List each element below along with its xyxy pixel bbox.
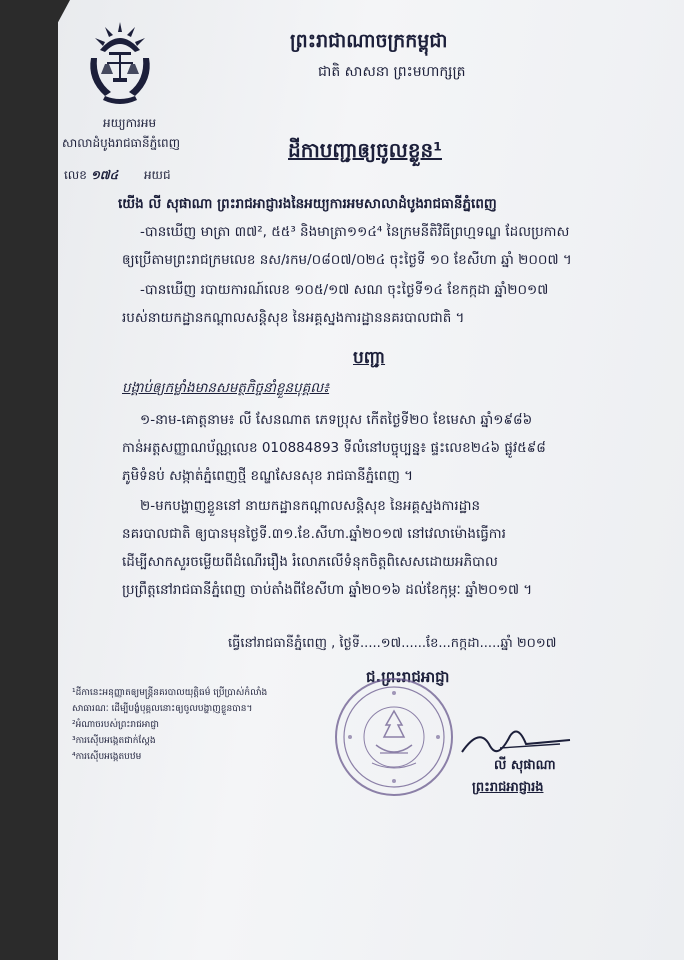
citation-1-line-a: -បានឃើញ មាត្រា ៣៧², ៥៥³ និងមាត្រា១១៤⁴ នៃក្រមនីតិវិធីព្រហ្មទណ្ឌ ដែលប្រកាស: [140, 224, 570, 240]
footnote-1-line-b: សាធារណៈ ដើម្បីបង្ខំបុគ្គលនោះឲ្យចូលបង្ហាញខ្លួនបាន។: [72, 704, 253, 714]
item-2-line-b: នគរបាលជាតិ ឲ្យបានមុនថ្ងៃទី.៣១.ខែ.សីហា.ឆ្នាំ២០១៧ នៅវេលាម៉ោងធ្វើការ: [122, 526, 506, 542]
signatory-title: ព្រះរាជអាជ្ញារង: [472, 780, 544, 795]
item-1-line-b: កាន់អត្តសញ្ញាណប័ណ្ណលេខ 010884893 ទីលំនៅបច្ចុប្បន្ន៖ ផ្ទះលេខ២៤៦ ផ្លូវ៥៩៨: [122, 440, 546, 456]
court-emblem-icon: [85, 18, 155, 110]
item-2-line-c: ដើម្បីសាកសួរចម្លើយពីដំណើររឿង រំលោភលើទំនុកចិត្តពិសេសដោយអភិបាល: [122, 554, 498, 570]
signature-role: ជ.ព្រះរាជអាជ្ញា: [366, 668, 450, 686]
number-suffix: អយជ: [143, 168, 171, 182]
item-2-line-d: ប្រព្រឹត្តនៅរាជធានីភ្នំពេញ ចាប់តាំងពីខែសីហា ឆ្នាំ២០១៦ ដល់ខែកុម្ភៈ ឆ្នាំ២០១៧ ។: [122, 582, 533, 598]
item-2-line-a: ២-មកបង្ហាញខ្លួននៅ នាយកដ្ឋានកណ្តាលសន្តិសុខ នៃអគ្គស្នងការដ្ឋាន: [140, 498, 481, 514]
signatory-name: លី សុផាណា: [494, 758, 556, 773]
citation-2-line-a: -បានឃើញ របាយការណ៍លេខ ១០៥/១៧ សណ ចុះថ្ងៃទី១៤ ខែកក្កដា ឆ្នាំ២០១៧: [140, 282, 549, 298]
item-1-line-a: ១-នាម-គោត្តនាម៖ លី សែនណាត ភេទប្រុស កើតថ្ងៃទី២០ ខែមេសា ឆ្នាំ១៩៨៦: [140, 412, 533, 428]
dateline: ធ្វើនៅរាជធានីភ្នំពេញ , ថ្ងៃទី.....១៧......ខែ...កក្កដា.....ឆ្នាំ ២០១៧: [228, 636, 557, 651]
footnote-2: ²អំណាចរបស់ព្រះរាជអាជ្ញា: [72, 720, 159, 730]
decree-heading: បញ្ជា: [353, 348, 386, 368]
intro-line: យើង លី សុផាណា ព្រះរាជអាជ្ញារងនៃអយ្យការអមសាលាដំបូងរាជធានីភ្នំពេញ: [118, 196, 497, 212]
footnote-1-line-a: ¹ដីកានេះអនុញ្ញាតឲ្យមន្រ្តីនគរបាលយុត្តិធម៌ ប្រើប្រាស់កំលាំង: [72, 688, 268, 698]
dark-background-corner: [0, 0, 70, 130]
motto-heading: ជាតិ សាសនា ព្រះមហាក្សត្រ: [318, 64, 466, 80]
order-section-heading: បង្គាប់ឲ្យកម្លាំងមានសមត្ថកិច្ចនាំខ្លួនបុគ្គល៖: [122, 380, 330, 396]
issuer-line-2: សាលាដំបូងរាជធានីភ្នំពេញ: [62, 136, 181, 150]
footnote-4: ⁴ការស៊ើបអង្កេតបឋម: [72, 752, 142, 762]
citation-1-line-b: ឲ្យប្រើតាមព្រះរាជក្រមលេខ នស/រកម/០៨០៧/០២៤ ចុះថ្ងៃទី ១០ ខែសីហា ឆ្នាំ ២០០៧ ។: [122, 252, 572, 268]
document-title: ដីកាបញ្ជាឲ្យចូលខ្លួន¹: [288, 138, 442, 162]
reference-number: [64, 168, 171, 183]
citation-2-line-b: របស់នាយកដ្ឋានកណ្តាលសន្តិសុខ នៃអគ្គស្នងការដ្ឋាននគរបាលជាតិ ។: [122, 310, 465, 326]
number-label: លេខ: [64, 168, 87, 182]
handwritten-signature: [460, 722, 580, 762]
number-value: ១៧៤: [90, 168, 119, 182]
footnote-3: ³ការស៊ើបអង្កេតជាក់ស្តែង: [72, 736, 156, 746]
official-seal-stamp: [332, 675, 456, 799]
item-1-line-c: ភូមិទំនប់ សង្កាត់ភ្នំពេញថ្មី ខណ្ឌសែនសុខ រាជធានីភ្នំពេញ ។: [122, 468, 414, 484]
kingdom-heading: ព្រះរាជាណាចក្រកម្ពុជា: [290, 30, 448, 52]
issuer-line-1: អយ្យការអម: [103, 116, 157, 130]
